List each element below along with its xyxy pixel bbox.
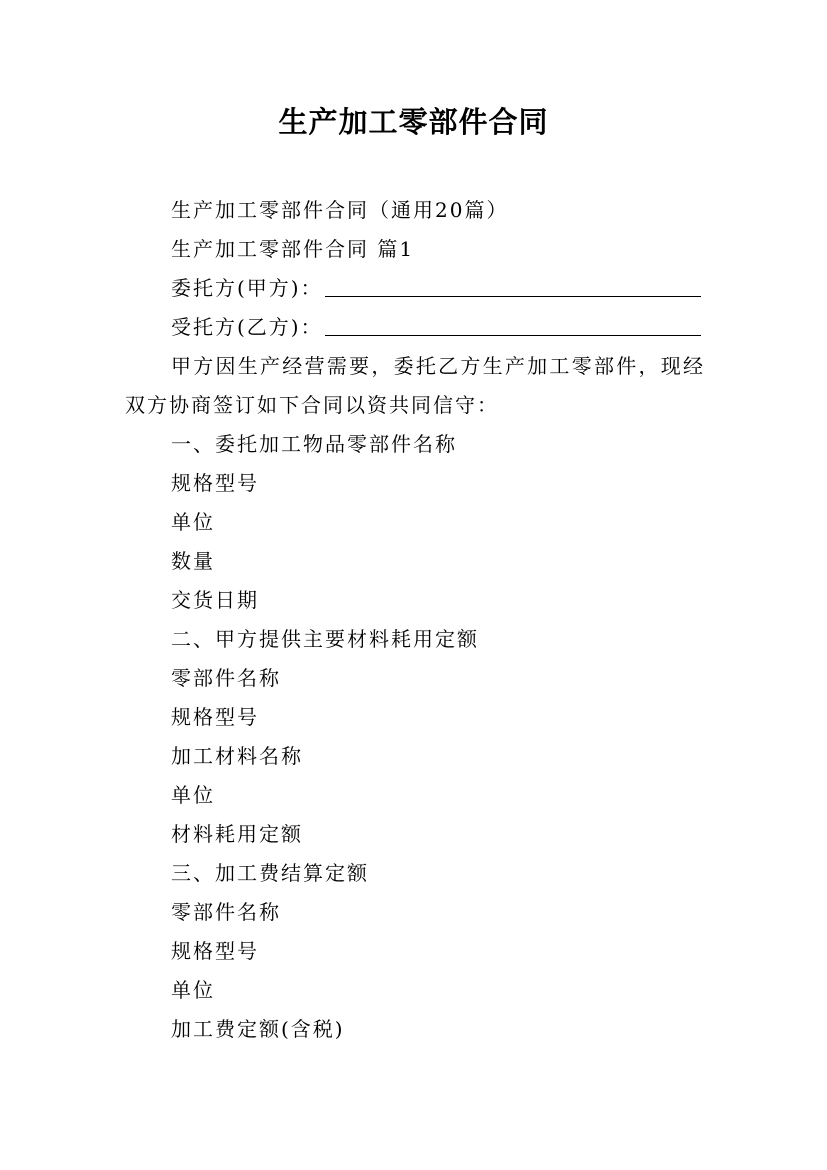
paragraph-subtitle: 生产加工零部件合同（通用20篇） [171, 198, 509, 222]
paragraph-item: 零部件名称 [171, 666, 281, 690]
paragraph-item: 材料耗用定额 [171, 822, 303, 846]
paragraph-clause-1: 一、委托加工物品零部件名称 [171, 432, 457, 456]
paragraph-party-b [125, 308, 705, 347]
party-a-blank-line [325, 274, 701, 297]
paragraph-intro: 甲方因生产经营需要，委托乙方生产加工零部件，现经双方协商签订如下合同以资共同信守： [125, 354, 705, 417]
paragraph-item: 加工材料名称 [171, 744, 303, 768]
paragraph-item: 数量 [171, 549, 215, 573]
paragraph-clause-3: 三、加工费结算定额 [171, 861, 369, 885]
paragraph-clause-2: 二、甲方提供主要材料耗用定额 [171, 627, 479, 651]
paragraph-item: 零部件名称 [171, 900, 281, 924]
document-title: 生产加工零部件合同 [278, 105, 549, 139]
party-b-label: 受托方(乙方)： [171, 315, 323, 339]
paragraph-section-heading: 生产加工零部件合同 篇1 [171, 237, 415, 261]
party-b-blank-line [325, 313, 701, 336]
paragraph-item: 规格型号 [171, 705, 259, 729]
paragraph-item: 单位 [171, 978, 215, 1002]
paragraph-party-a [125, 269, 705, 308]
document-body [125, 191, 705, 1049]
paragraph-item: 规格型号 [171, 471, 259, 495]
paragraph-item: 单位 [171, 510, 215, 534]
paragraph-item: 单位 [171, 783, 215, 807]
paragraph-item: 规格型号 [171, 939, 259, 963]
paragraph-item: 加工费定额(含税) [171, 1017, 345, 1041]
paragraph-item: 交货日期 [171, 588, 259, 612]
party-a-label: 委托方(甲方)： [171, 276, 323, 300]
